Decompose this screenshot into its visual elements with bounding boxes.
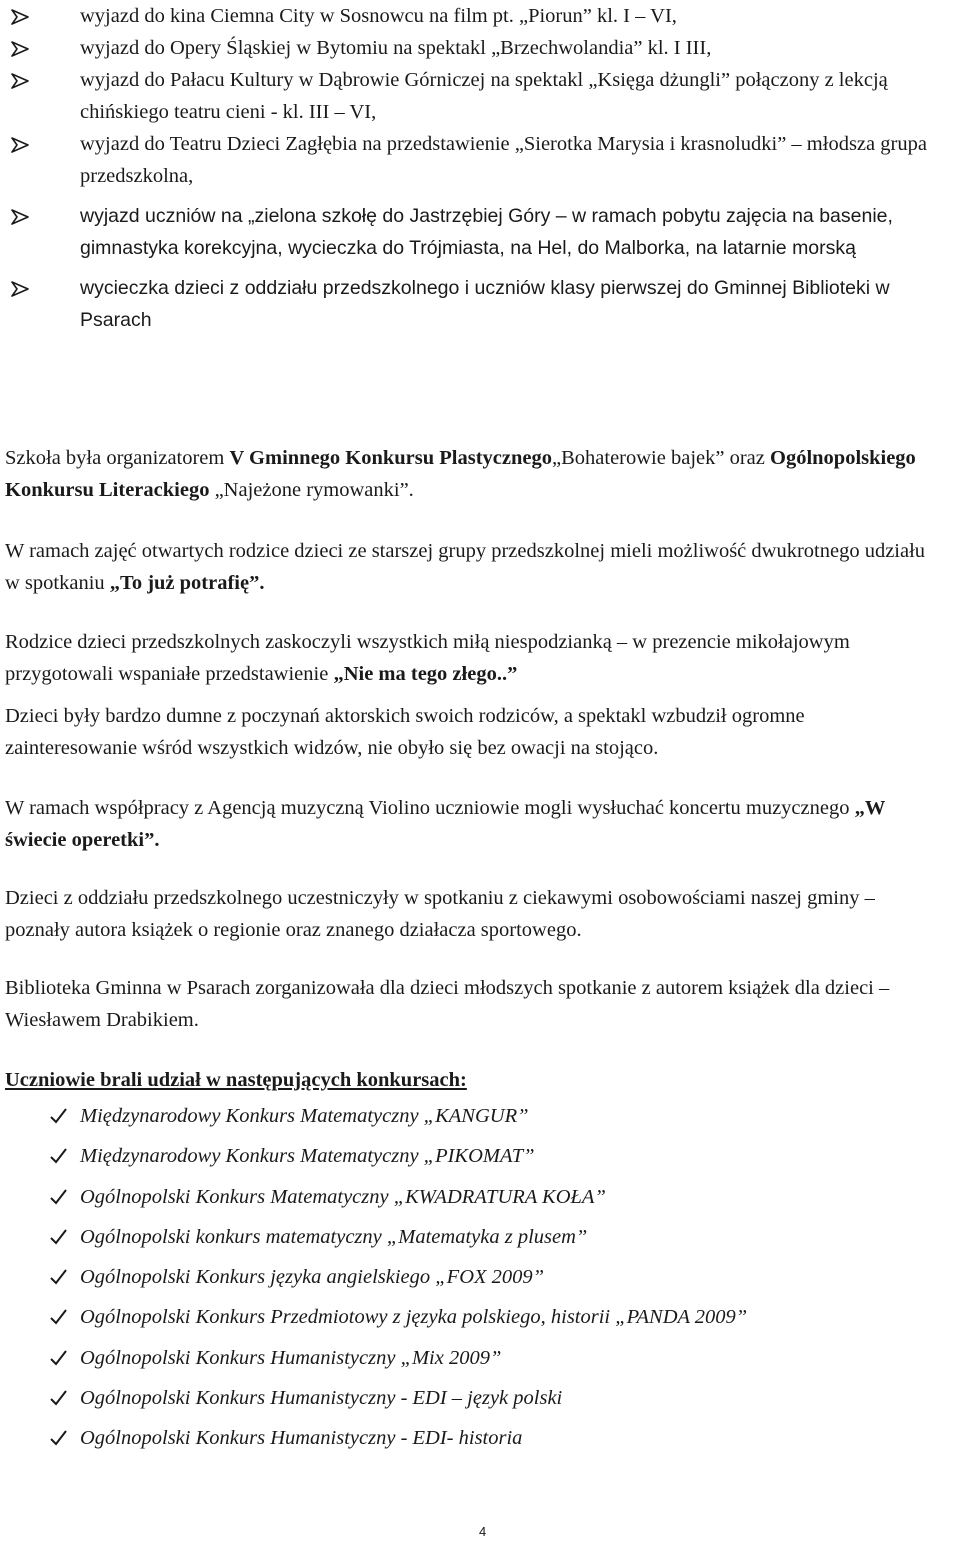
trip-text: wyjazd do Teatru Dzieci Zagłębia na przedstawienie „Sierotka Marysia i krasnoludki” – młodsza grupa przedszkolna,	[80, 133, 927, 187]
bold-text: Ogólnopolskiego Konkursu Literackiego	[5, 447, 916, 501]
checkmark-icon	[50, 1229, 67, 1245]
contest-name: Międzynarodowy Konkurs Matematyczny „KANGUR”	[80, 1105, 529, 1127]
checkmark-icon	[50, 1269, 67, 1285]
checkmark-icon	[50, 1108, 67, 1124]
contest-name: Ogólnopolski Konkurs Przedmiotowy z języka polskiego, historii „PANDA 2009”	[80, 1306, 748, 1329]
list-item	[0, 1096, 940, 1136]
contest-name: Ogólnopolski Konkurs Humanistyczny - EDI- historia	[80, 1427, 523, 1449]
list-item	[0, 1136, 940, 1176]
checkmark-icon	[50, 1430, 67, 1446]
contest-name: Ogólnopolski Konkurs Matematyczny „KWADRATURA KOŁA”	[80, 1185, 606, 1208]
list-item	[0, 1297, 940, 1337]
list-item	[0, 1378, 940, 1418]
trips-list	[0, 0, 940, 336]
contest-name: Ogólnopolski Konkurs języka angielskiego „FOX 2009”	[80, 1266, 545, 1288]
paragraph-library-meeting: Biblioteka Gminna w Psarach zorganizowała dla dzieci młodszych spotkanie z autorem książek dla dzieci – Wiesławem Drabikiem.	[5, 977, 890, 1031]
list-item	[0, 200, 940, 264]
contests-list	[0, 1096, 940, 1458]
list-item	[0, 1257, 940, 1297]
list-item	[0, 32, 940, 64]
list-item	[0, 1217, 940, 1257]
trip-text: wyjazd uczniów na „zielona szkołę do Jastrzębiej Góry – w ramach pobytu zajęcia na basenie, gimnastyka korekcyjna, wycieczka do Trójmiasta, na Hel, do Malborka, na latarnie morską	[80, 205, 893, 259]
paragraph-violino-concert: W ramach współpracy z Agencją muzyczną Violino uczniowie mogli wysłuchać koncertu muzycznego „W świecie operetki”.	[5, 797, 885, 851]
paragraph-parents-surprise: Rodzice dzieci przedszkolnych zaskoczyli wszystkich miłą niespodzianką – w prezencie mikołajowym przygotowali wspaniałe przedstawienie „Nie ma tego złego..”	[5, 631, 850, 685]
list-item	[0, 272, 940, 336]
arrow-bullet-icon	[10, 281, 30, 297]
checkmark-icon	[50, 1309, 67, 1325]
paragraph-open-classes: W ramach zajęć otwartych rodzice dzieci ze starszej grupy przedszkolnej mieli możliwość dwukrotnego udziału w spotkaniu „To już potrafię”.	[5, 540, 926, 594]
trip-text: wyjazd do Pałacu Kultury w Dąbrowie Górniczej na spektakl „Księga dżungli” połączony z lekcją chińskiego teatru cieni - kl. III – VI,	[80, 69, 888, 123]
checkmark-icon	[50, 1390, 67, 1406]
checkmark-icon	[50, 1148, 67, 1164]
checkmark-icon	[50, 1350, 67, 1366]
paragraph-competitions: Szkoła była organizatorem V Gminnego Konkursu Plastycznego„Bohaterowie bajek” oraz Ogólnopolskiego Konkursu Literackiego „Najeżone rymowanki”.	[5, 447, 916, 501]
list-item	[0, 1418, 940, 1458]
paragraph-meeting-personalities: Dzieci z oddziału przedszkolnego uczestniczyły w spotkaniu z ciekawymi osobowościami naszej gminy – poznały autora książek o regionie oraz znanego działacza sportowego.	[5, 887, 875, 941]
list-item	[0, 64, 940, 128]
page-number: 4	[479, 1524, 487, 1539]
arrow-bullet-icon	[10, 209, 30, 225]
trip-text: wyjazd do kina Ciemna City w Sosnowcu na film pt. „Piorun” kl. I – VI,	[80, 5, 677, 27]
contest-name: Ogólnopolski Konkurs Humanistyczny „Mix 2009”	[80, 1346, 502, 1369]
list-item	[0, 1177, 940, 1217]
bold-text: „To już potrafię”.	[109, 572, 265, 594]
contests-heading: Uczniowie brali udział w następujących konkursach:	[5, 1069, 467, 1091]
arrow-bullet-icon	[10, 137, 30, 153]
paragraph-children-proud: Dzieci były bardzo dumne z poczynań aktorskich swoich rodziców, a spektakl wzbudził ogromne zainteresowanie wśród wszystkich widzów, nie obyło się bez owacji na stojąco.	[5, 705, 805, 759]
contest-name: Ogólnopolski konkurs matematyczny „Matematyka z plusem”	[80, 1225, 588, 1248]
list-item	[0, 128, 940, 192]
list-item	[0, 0, 940, 32]
list-item	[0, 1338, 940, 1378]
arrow-bullet-icon	[10, 41, 30, 57]
contest-name: Ogólnopolski Konkurs Humanistyczny - EDI – język polski	[80, 1386, 563, 1409]
trip-text: wycieczka dzieci z oddziału przedszkolnego i uczniów klasy pierwszej do Gminnej Biblioteki w Psarach	[80, 277, 890, 331]
contest-name: Międzynarodowy Konkurs Matematyczny „PIKOMAT”	[80, 1145, 535, 1168]
bold-text: „Nie ma tego złego..”	[333, 663, 518, 685]
arrow-bullet-icon	[10, 9, 30, 25]
bold-text: „W świecie operetki”.	[5, 797, 885, 851]
checkmark-icon	[50, 1189, 67, 1205]
bold-text: V Gminnego Konkursu Plastycznego	[229, 447, 553, 469]
arrow-bullet-icon	[10, 73, 30, 89]
trip-text: wyjazd do Opery Śląskiej w Bytomiu na spektakl „Brzechwolandia” kl. I III,	[80, 37, 712, 59]
